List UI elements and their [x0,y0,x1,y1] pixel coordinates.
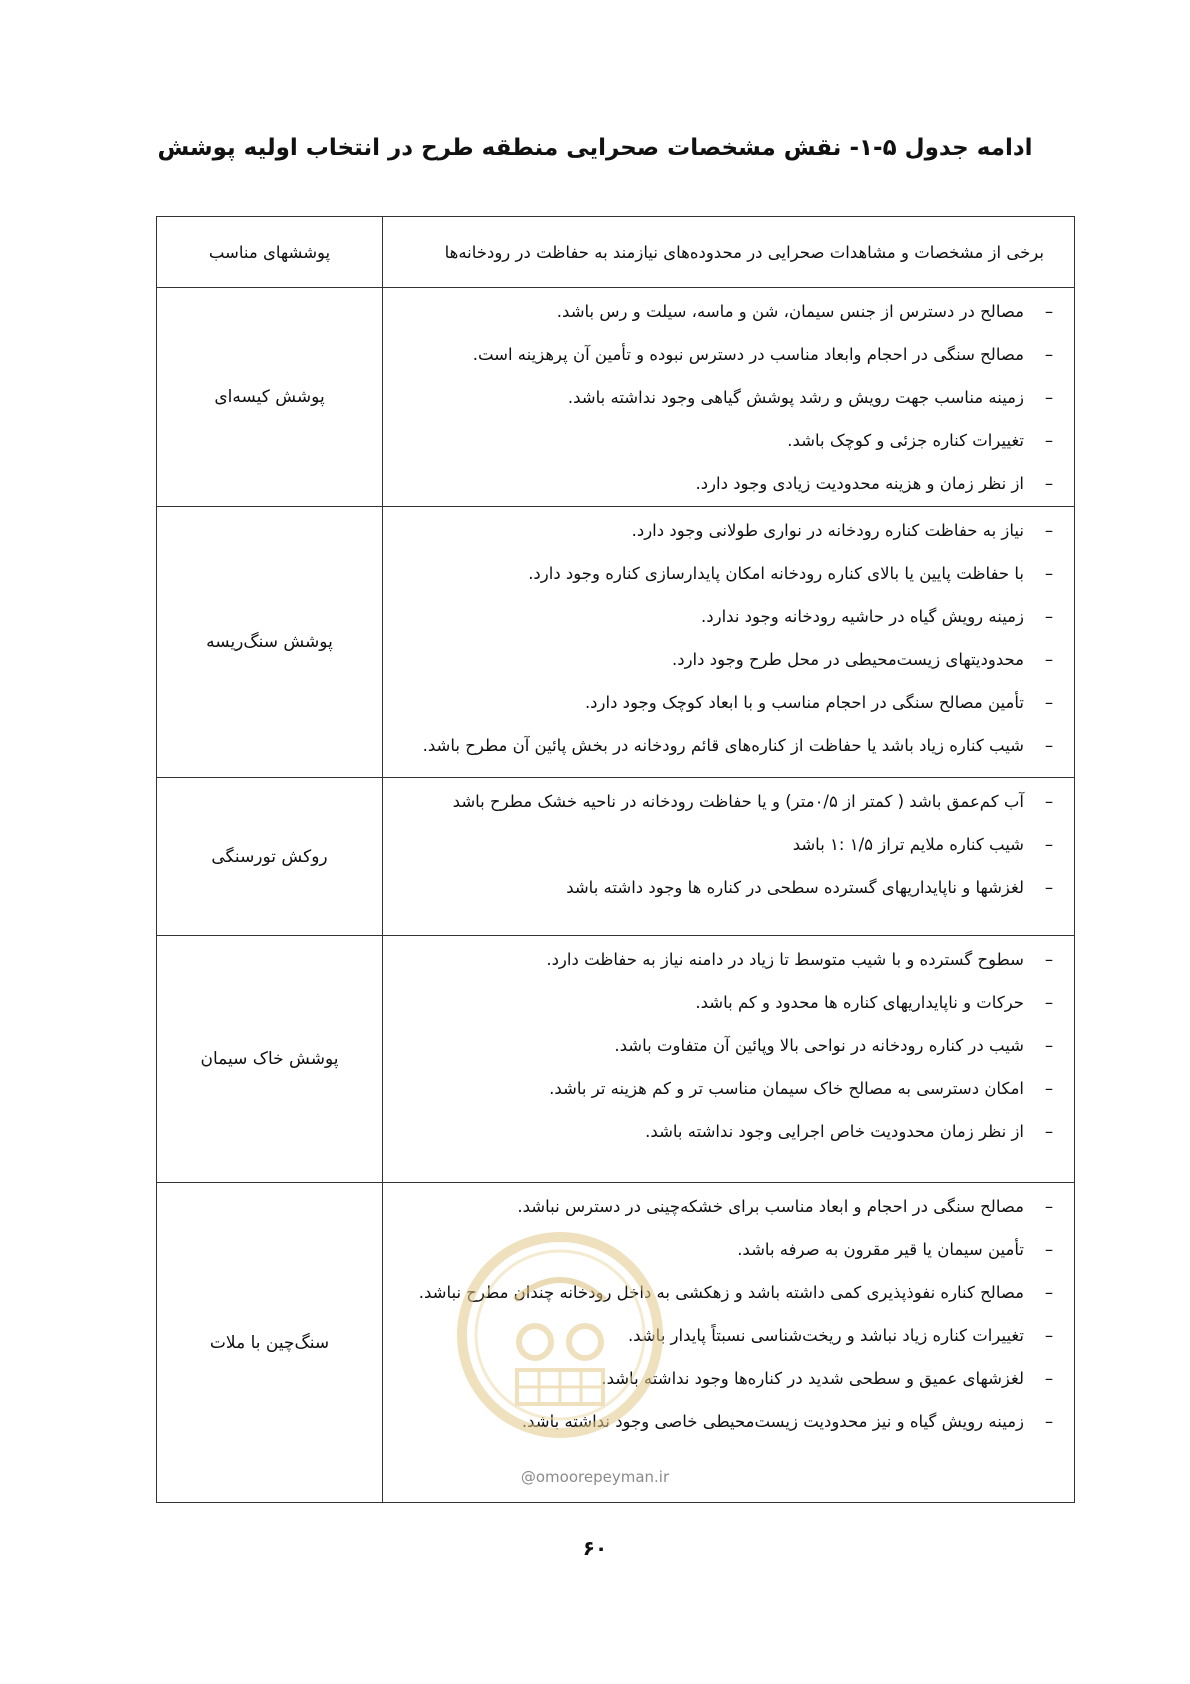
cover-type-cell: پوشش سنگ‌ریسه [157,507,383,778]
list-item [383,462,1060,505]
list-item [383,1400,1060,1443]
page-title: ادامه جدول ۵-۱- نقش مشخصات صحرایی منطقه طرح در انتخاب اولیه پوشش [157,135,1033,161]
features-cell [383,1183,1075,1503]
features-cell [383,778,1075,936]
cover-type-cell: روکش تورسنگی [157,778,383,936]
feature-text: از نظر زمان محدودیت خاص اجرایی وجود نداشته باشد. [645,1122,1024,1141]
watermark-site: @omoorepeyman.ir [520,1468,670,1486]
dash-bullet: – [1044,388,1054,407]
feature-text: تأمین مصالح سنگی در احجام مناسب و با ابعاد کوچک وجود دارد. [584,693,1024,712]
feature-list [383,507,1074,767]
dash-bullet: – [1044,607,1054,626]
feature-text: زمینه رویش گیاه و نیز محدودیت زیست‌محیطی خاصی وجود نداشته باشد. [521,1412,1024,1431]
feature-list [383,936,1074,1153]
feature-text: لغزشها و ناپایداریهای گسترده سطحی در کناره ها وجود داشته باشد [566,878,1024,897]
dash-bullet: – [1044,1240,1054,1259]
feature-text: از نظر زمان و هزینه محدودیت زیادی وجود دارد. [695,474,1024,493]
feature-text: محدودیتهای زیست‌محیطی در محل طرح وجود دارد. [671,650,1024,669]
table-header-row [157,217,1075,288]
dash-bullet: – [1044,1036,1054,1055]
list-item [383,981,1060,1024]
feature-text: مصالح کناره نفوذپذیری کمی داشته باشد و زهکشی به داخل رودخانه چندان مطرح نباشد. [418,1283,1024,1302]
list-item [383,1185,1060,1228]
feature-text: شیب در کناره رودخانه در نواحی بالا وپائین آن متفاوت باشد. [614,1036,1024,1055]
list-item [383,866,1060,909]
feature-text: امکان دسترسی به مصالح خاک سیمان مناسب تر و کم هزینه تر باشد. [549,1079,1024,1098]
dash-bullet: – [1044,650,1054,669]
dash-bullet: – [1044,792,1054,811]
feature-text: زمینه مناسب جهت رویش و رشد پوشش گیاهی وجود نداشته باشد. [567,388,1024,407]
table-row [157,288,1075,507]
table-row [157,1183,1075,1503]
dash-bullet: – [1044,1412,1054,1431]
features-cell [383,288,1075,507]
dash-bullet: – [1044,1369,1054,1388]
dash-bullet: – [1044,835,1054,854]
feature-text: با حفاظت پایین یا بالای کناره رودخانه امکان پایدارسازی کناره وجود دارد. [528,564,1024,583]
feature-text: تأمین سیمان یا قیر مقرون به صرفه باشد. [737,1240,1024,1259]
list-item [383,290,1060,333]
feature-text: شیب کناره ملایم تراز ۱/۵ :۱ باشد [792,835,1024,854]
cover-type-cell: سنگ‌چین با ملات [157,1183,383,1503]
dash-bullet: – [1044,1122,1054,1141]
dash-bullet: – [1044,302,1054,321]
feature-text: تغییرات کناره جزئی و کوچک باشد. [787,431,1024,450]
list-item [383,938,1060,981]
list-item [383,509,1060,552]
list-item [383,823,1060,866]
dash-bullet: – [1044,564,1054,583]
list-item [383,419,1060,462]
feature-list [383,778,1074,909]
table-row [157,936,1075,1183]
table-row [157,778,1075,936]
list-item [383,1110,1060,1153]
list-item [383,1271,1060,1314]
list-item [383,780,1060,823]
dash-bullet: – [1044,950,1054,969]
dash-bullet: – [1044,693,1054,712]
feature-text: لغزشهای عمیق و سطحی شدید در کناره‌ها وجود نداشته باشد. [601,1369,1024,1388]
list-item [383,1314,1060,1357]
feature-list [383,1183,1074,1443]
features-cell [383,936,1075,1183]
list-item [383,638,1060,681]
feature-text: مصالح سنگی در احجام و ابعاد مناسب برای خشکه‌چینی در دسترس نباشد. [517,1197,1024,1216]
header-features: برخی از مشخصات و مشاهدات صحرایی در محدوده‌های نیازمند به حفاظت در رودخانه‌ها [383,217,1075,288]
dash-bullet: – [1044,345,1054,364]
list-item [383,595,1060,638]
page-number: ۶۰ [582,1536,608,1560]
list-item [383,552,1060,595]
feature-text: مصالح در دسترس از جنس سیمان، شن و ماسه، سیلت و رس باشد. [556,302,1024,321]
list-item [383,1357,1060,1400]
features-cell [383,507,1075,778]
feature-text: سطوح گسترده و با شیب متوسط تا زیاد در دامنه نیاز به حفاظت دارد. [546,950,1024,969]
feature-text: شیب کناره زیاد باشد یا حفاظت از کناره‌های قائم رودخانه در بخش پائین آن مطرح باشد. [422,736,1024,755]
cover-selection-table [156,216,1075,1503]
feature-text: نیاز به حفاظت کناره رودخانه در نواری طولانی وجود دارد. [631,521,1024,540]
table-row [157,507,1075,778]
dash-bullet: – [1044,1197,1054,1216]
dash-bullet: – [1044,736,1054,755]
feature-text: تغییرات کناره زیاد نباشد و ریخت‌شناسی نسبتاً پایدار باشد. [627,1326,1024,1345]
header-cover: پوششهای مناسب [157,217,383,288]
feature-text: آب کم‌عمق باشد ( کمتر از ۰/۵متر) و یا حفاظت رودخانه در ناحیه خشک مطرح باشد [452,792,1024,811]
dash-bullet: – [1044,474,1054,493]
cover-type-cell: پوشش کیسه‌ای [157,288,383,507]
feature-text: زمینه رویش گیاه در حاشیه رودخانه وجود ندارد. [701,607,1024,626]
list-item [383,333,1060,376]
dash-bullet: – [1044,431,1054,450]
list-item [383,376,1060,419]
list-item [383,681,1060,724]
dash-bullet: – [1044,1079,1054,1098]
list-item [383,1228,1060,1271]
cover-type-cell: پوشش خاک سیمان [157,936,383,1183]
dash-bullet: – [1044,521,1054,540]
list-item [383,724,1060,767]
list-item [383,1024,1060,1067]
list-item [383,1067,1060,1110]
dash-bullet: – [1044,993,1054,1012]
feature-list [383,288,1074,505]
dash-bullet: – [1044,1283,1054,1302]
feature-text: حرکات و ناپایداریهای کناره ها محدود و کم باشد. [695,993,1024,1012]
dash-bullet: – [1044,1326,1054,1345]
feature-text: مصالح سنگی در احجام وابعاد مناسب در دسترس نبوده و تأمین آن پرهزینه است. [472,345,1024,364]
dash-bullet: – [1044,878,1054,897]
